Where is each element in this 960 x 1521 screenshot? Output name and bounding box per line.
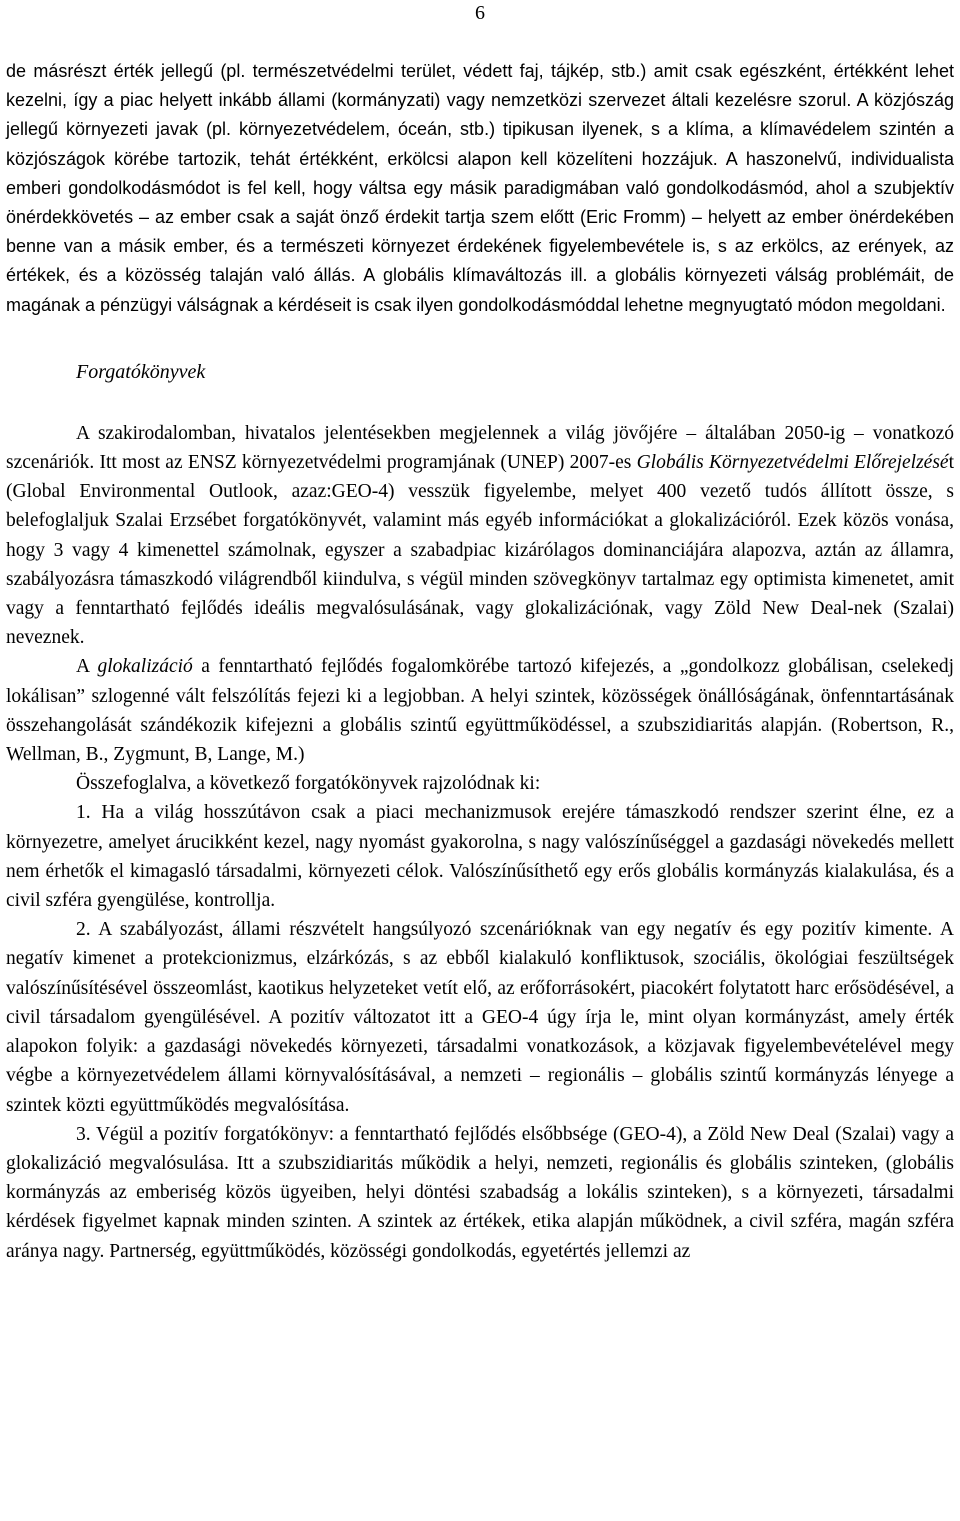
body-paragraph-scenarios [6,419,954,653]
intro-paragraph: de másrészt érték jellegű (pl. természetvédelmi terület, védett faj, tájkép, stb.) amit csak egészként, értékként lehet kezelni, így a piac helyett inkább állami (kormányzati) vagy nemzetközi szervezet általi kezelésre szorul. A közjószág jellegű környezeti javak (pl. környezetvédelem, óceán, stb.) tipikusan ilyenek, s a klíma, a klímavédelem szintén a közjószágok körébe tartozik, tehát értékként, erkölcsi alapon kell közelíteni hozzájuk. A haszonelvű, individualista emberi gondolkodásmódot is fel kell, hogy váltsa egy másik paradigmában való gondolkodásmód, ahol a szubjektív önérdekkövetés – az ember csak a saját önző érdekit tartja szem előtt (Eric Fromm) – helyett az ember önérdekében benne van a másik ember, és a természeti környezet érdekének figyelembevétele is, s az erkölcs, az erények, az értékek, és a közösség talaján való állás. A globális klímaváltozás ill. a globális környezeti válság problémáit, de magának a pénzügyi válságnak a kérdéseit is csak ilyen gondolkodásmóddal lehetne megnyugtató módon megoldani. [6,61,954,315]
italic-text-run: glokalizáció [97,656,193,678]
list-item-1: 1. Ha a világ hosszútávon csak a piaci mechanizmusok erejére támaszkodó rendszer szerint élne, ez a környezetre, amelyet árucikként kezel, nagy nyomást gyakorolna, s nagy valószínűséggel a gazdasági növekedés mellett nem érhetők el kimagasló társadalmi, környezeti célok. Valószínűsíthető egy erős globális kormányzás kialakulása, és a civil szféra gyengülése, kontrollja. [6,802,954,912]
text-run: a fenntartható fejlődés fogalomkörébe tartozó kifejezés, a „gondolkozz globálisan, cselekedj lokálisan” szlogenné vált felszólítás fejezi ki a legjobban. A helyi szintek, közösségek önállóságának, önfenntartásának összehangolását szándékozik kifejezni a globális szintű együttműködéssel, a szubszidiaritás alapján. (Robertson, R., Wellman, B., Zygmunt, B, Lange, M.) [6,656,954,766]
list-item-3: 3. Végül a pozitív forgatókönyv: a fenntartható fejlődés elsőbbsége (GEO-4), a Zöld New Deal (Szalai) vagy a glokalizáció megvalósulása. Itt a szubszidiaritás működik a helyi, nemzeti, regionális és globális szinteken, (globális kormányzás az emberiség közös ügyeiben, helyi döntési szabadság a lokális szinteken), s a környezeti, társadalmi kérdések figyelmet kapnak minden szinten. A szintek az értékek, etika alapján működnek, a civil szféra, magán szféra aránya nagy. Partnerség, együttműködés, közösségi gondolkodás, egyetértés jellemzi az [6,1123,954,1262]
list-item-2: 2. A szabályozást, állami részvételt hangsúlyozó szcenárióknak van egy negatív és egy pozitív kimente. A negatív kimenet a protekcionizmus, elzárkózás, s az ebből kialakuló konfliktusok, szociális, ökológiai feszültségek valószínűsítésével összeomlást, kaotikus helyzeteket vetít elő, az erőforrásokért, piacokért folytatott harc erősödésével, a civil társadalom gyengülésével. A pozitív változatot itt a GEO-4 úgy írja le, mint olyan kormányzást, amely érték alapokon folyik: a gazdasági növekedés környezeti, társadalmi vonatkozások, a közjavak figyelembevételével megy végbe a környezetvédelem állami környvalósításával, a nemzeti – regionális – globális szintű kormányzás lényege a szintek közti együttműködés megvalósítása. [6,919,954,1116]
page-number: 6 [475,2,485,24]
text-run: A szakirodalomban, hivatalos jelentésekben megjelennek a világ jövőjére – általában 2050-ig – vonatkozó szcenáriók. Itt most az ENSZ környezetvédelmi programjának (UNEP) 2007-es [6,422,954,474]
text-run: A [76,656,98,678]
document-body [6,57,954,1266]
body-paragraph-glocalization [6,652,954,769]
summary-line: Összefoglalva, a következő forgatókönyvek rajzolódnak ki: [76,773,541,795]
italic-text-run: Globális Környezetvédelmi Előrejelzésé [636,452,949,474]
section-title: Forgatókönyvek [76,360,206,383]
text-run: t (Global Environmental Outlook, azaz:GEO-4) vesszük figyelembe, melyet 400 vezető tudós állított össze, s belefoglaljuk Szalai Erzsébet forgatókönyvét, valamint más egyéb információkat a glokalizációról. Ezek közös vonása, hogy 3 vagy 4 kimenettel számolnak, egyszer a szabadpiac kizárólagos dominanciájára alapozva, aztán az államra, szabályozásra támaszkodó világrendből kiindulva, s végül minden szövegkönyv tartalmaz egy optimista kimenetet, amit vagy a fenntartható fejlődés ideális megvalósulásának, vagy glokalizációnak, vagy Zöld New Deal-nek (Szalai) neveznek. [6,452,954,649]
